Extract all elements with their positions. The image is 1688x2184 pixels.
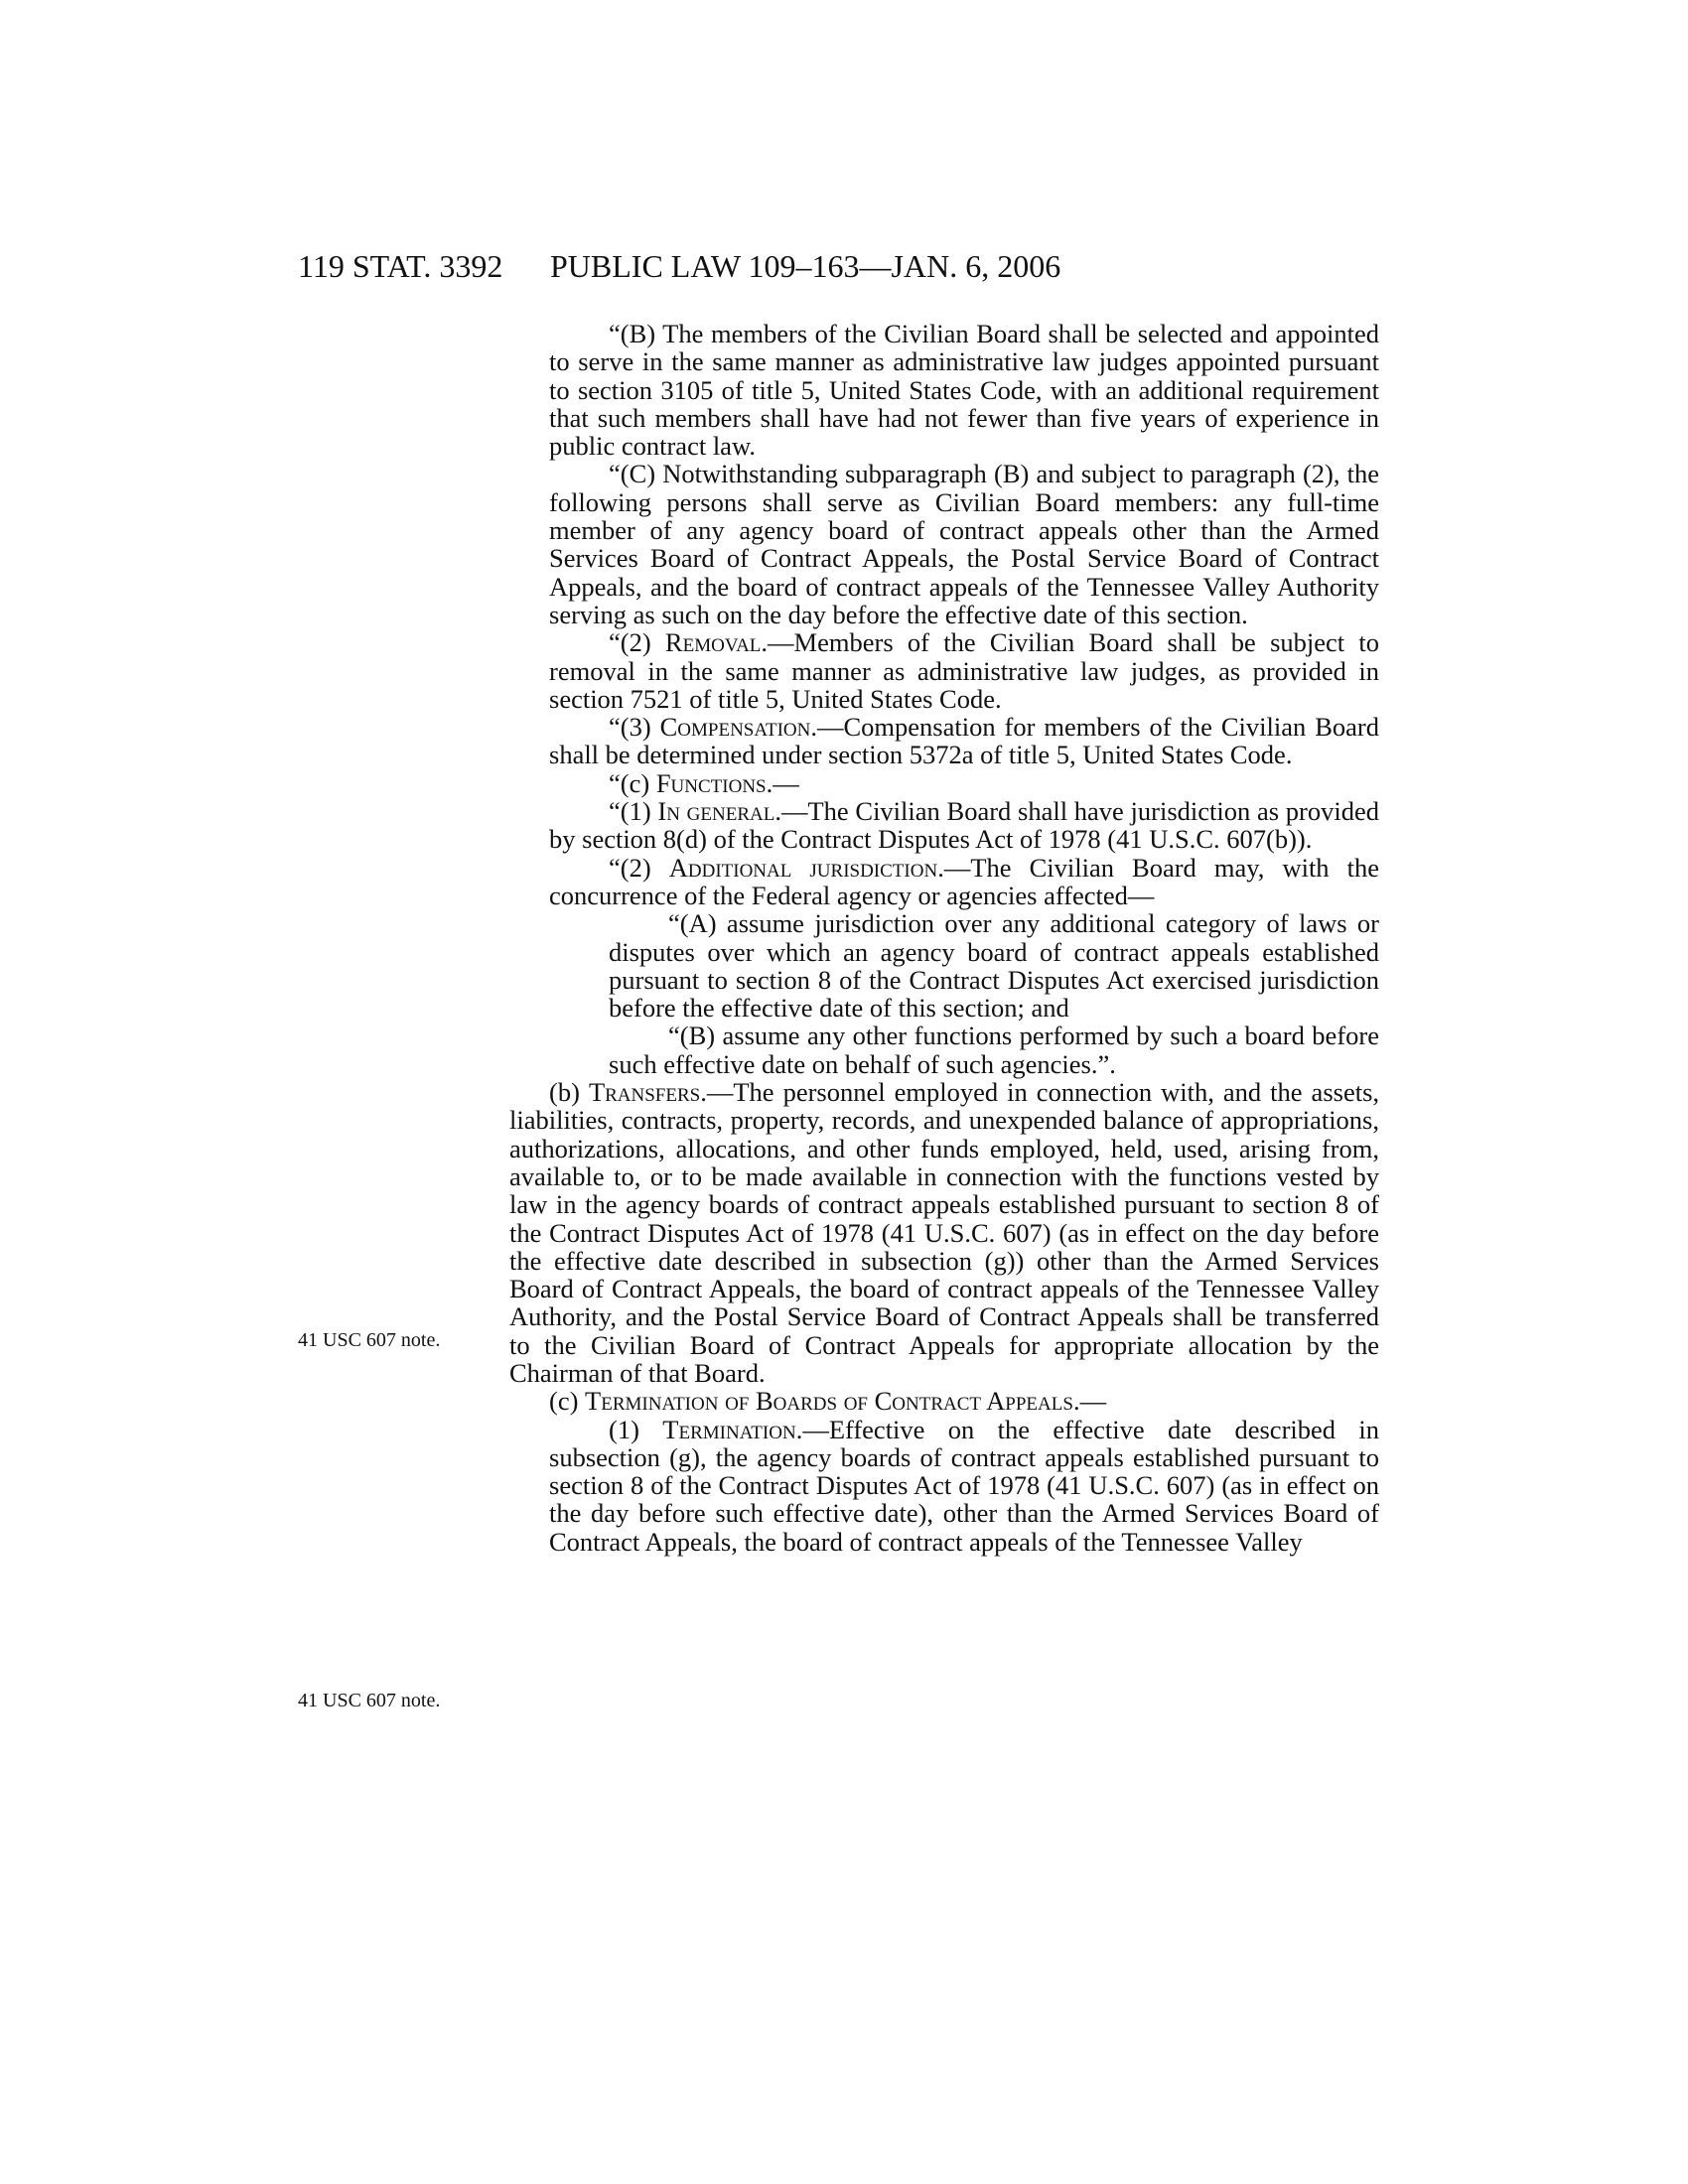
- heading-removal: Removal: [664, 627, 762, 658]
- paragraph-c2-additional-jurisdiction: “(2) Additional jurisdiction.—The Civilian Board may, with the concurrence of the Federal agency or agencies affected—: [549, 852, 1379, 910]
- paragraph-2-removal: “(2) Removal.—Members of the Civilian Board shall be subject to removal in the same manner as administrative law judges, as provided in section 7521 of title 5, United States Code.: [549, 627, 1379, 714]
- statute-reference: 119 STAT. 3392: [298, 248, 503, 284]
- document-body: [509, 319, 1380, 1557]
- heading-additional-jurisdiction: Additional jurisdiction: [668, 852, 938, 883]
- paragraph-3-compensation: “(3) Compensation.—Compensation for members of the Civilian Board shall be determined under section 5372a of title 5, United States Code.: [549, 712, 1379, 770]
- paragraph-c-termination-heading: (c) Termination of Boards of Contract Appeals.—: [549, 1386, 1107, 1417]
- paragraph-c1-termination: (1) Termination.—Effective on the effective date described in subsection (g), the agency boards of contract appeals established pursuant to section 8 of the Contract Disputes Act of 1978 (41 U.S.C. 607) (as in effect on the day before such effective date), other than the Armed Services Board of Contract Appeals, the board of contract appeals of the Tennessee Valley: [549, 1414, 1379, 1557]
- heading-functions: Functions: [655, 767, 767, 798]
- page-header: [0, 248, 1688, 288]
- paragraph-c2b-other-functions: “(B) assume any other functions performed by such a board before such effective date on behalf of such agencies.”.: [609, 1021, 1379, 1079]
- paragraph-c1-in-general: “(1) In general.—The Civilian Board shall have jurisdiction as provided by section 8(d) of the Contract Disputes Act of 1978 (41 U.S.C. 607(b)).: [549, 796, 1379, 855]
- margin-note-transfers: 41 USC 607 note.: [298, 1329, 441, 1351]
- page-title: PUBLIC LAW 109–163—JAN. 6, 2006: [550, 248, 1061, 284]
- heading-transfers: Transfers: [588, 1077, 701, 1108]
- heading-termination: Termination: [662, 1414, 796, 1444]
- heading-termination-of-boards: Termination of Boards of Contract Appeals: [585, 1386, 1073, 1417]
- heading-in-general: In general: [657, 796, 775, 827]
- margin-note-termination: 41 USC 607 note.: [298, 1690, 441, 1711]
- paragraph-1b-selection: “(B) The members of the Civilian Board shall be selected and appointed to serve in the same manner as administrative law judges appointed pursuant to section 3105 of title 5, United States Code, with an additional requirement that such members shall have had not fewer than five years of experience in public contract law.: [549, 319, 1379, 462]
- paragraph-b-transfers: (b) Transfers.—The personnel employed in connection with, and the assets, liabilities, contracts, property, records, and unexpended balance of appropriations, authorizations, allocations, and other funds employed, held, used, arising from, available to, or to be made available in connection with the functions vested by law in the agency boards of contract appeals established pursuant to section 8 of the Contract Disputes Act of 1978 (41 U.S.C. 607) (as in effect on the day before the effective date described in subsection (g)) other than the Armed Services Board of Contract Appeals, the board of contract appeals of the Tennessee Valley Authority, and the Postal Service Board of Contract Appeals shall be transferred to the Civilian Board of Contract Appeals for appropriate allocation by the Chairman of that Board.: [509, 1077, 1380, 1388]
- paragraph-1c-members: “(C) Notwithstanding subparagraph (B) and subject to paragraph (2), the following persons shall serve as Civilian Board members: any full-time member of any agency board of contract appeals other than the Armed Services Board of Contract Appeals, the Postal Service Board of Contract Appeals, and the board of contract appeals of the Tennessee Valley Authority serving as such on the day before the effective date of this section.: [549, 459, 1379, 629]
- paragraph-c2a-assume-jurisdiction: “(A) assume jurisdiction over any additional category of laws or disputes over which an agency board of contract appeals established pursuant to section 8 of the Contract Disputes Act exercised jurisdiction before the effective date of this section; and: [609, 908, 1379, 1024]
- paragraph-c-functions: “(c) Functions.—: [609, 767, 799, 798]
- heading-compensation: Compensation: [659, 712, 811, 743]
